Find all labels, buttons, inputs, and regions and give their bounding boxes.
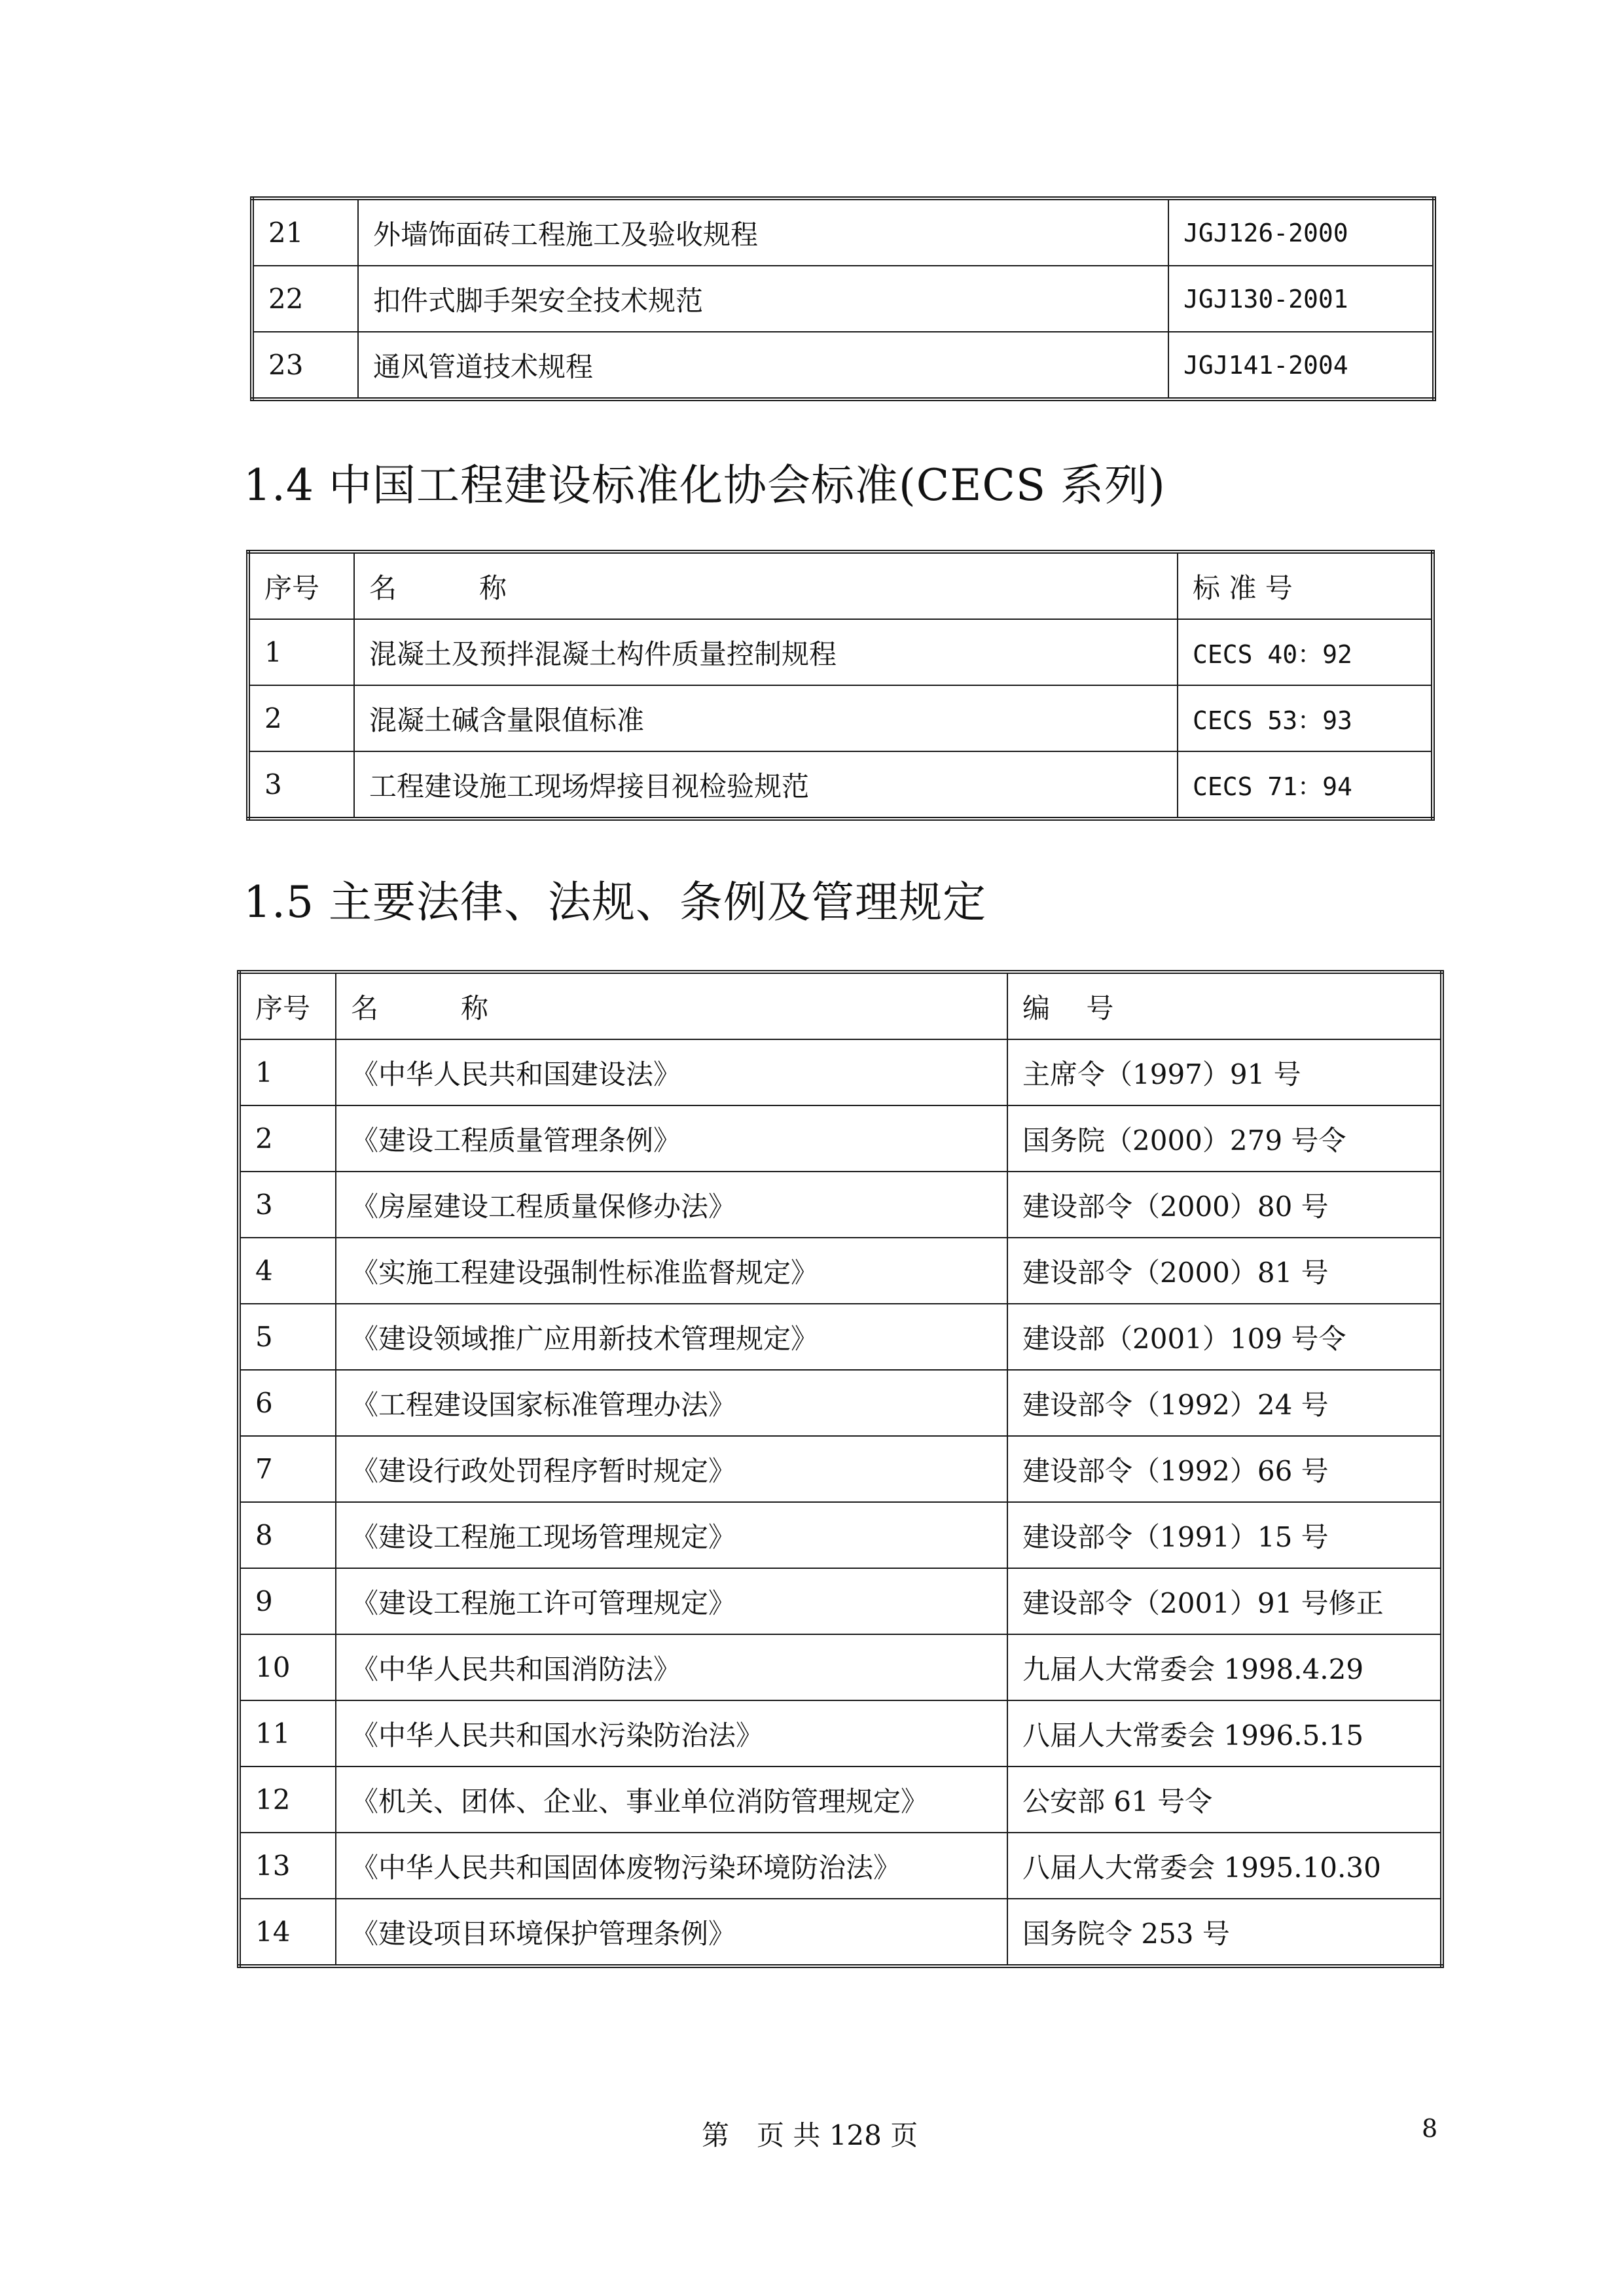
table-row bbox=[239, 1568, 1442, 1634]
standard-code: JGJ126-2000 bbox=[1168, 198, 1434, 266]
regulation-name: 《房屋建设工程质量保修办法》 bbox=[336, 1172, 1007, 1238]
section-heading-1-4: 1.4 中国工程建设标准化协会标准(CECS 系列) bbox=[244, 460, 1166, 511]
table-row bbox=[239, 1238, 1442, 1304]
row-number: 1 bbox=[239, 1039, 336, 1105]
laws-regulations-table bbox=[237, 970, 1444, 1968]
table-row bbox=[239, 1502, 1442, 1568]
standard-name: 工程建设施工现场焊接目视检验规范 bbox=[354, 751, 1178, 819]
row-number: 5 bbox=[239, 1304, 336, 1370]
row-number: 14 bbox=[239, 1899, 336, 1966]
standard-code: CECS 71：94 bbox=[1178, 751, 1433, 819]
row-number: 12 bbox=[239, 1767, 336, 1833]
row-number: 4 bbox=[239, 1238, 336, 1304]
regulation-code: 建设部令（1992）66 号 bbox=[1007, 1436, 1442, 1502]
regulation-code: 八届人大常委会 1995.10.30 bbox=[1007, 1833, 1442, 1899]
row-number: 13 bbox=[239, 1833, 336, 1899]
row-number: 22 bbox=[252, 266, 358, 332]
table-header-row bbox=[248, 552, 1433, 619]
regulation-code: 主席令（1997）91 号 bbox=[1007, 1039, 1442, 1105]
header-code: 标 准 号 bbox=[1178, 552, 1433, 619]
table-row bbox=[239, 1767, 1442, 1833]
row-number: 10 bbox=[239, 1634, 336, 1700]
standard-name: 通风管道技术规程 bbox=[358, 332, 1168, 399]
row-number: 8 bbox=[239, 1502, 336, 1568]
standard-code: JGJ130-2001 bbox=[1168, 266, 1434, 332]
standard-code: JGJ141-2004 bbox=[1168, 332, 1434, 399]
regulation-name: 《建设工程施工现场管理规定》 bbox=[336, 1502, 1007, 1568]
regulation-name: 《工程建设国家标准管理办法》 bbox=[336, 1370, 1007, 1436]
header-name: 名 称 bbox=[354, 552, 1178, 619]
table-row bbox=[248, 685, 1433, 751]
header-name: 名 称 bbox=[336, 972, 1007, 1039]
regulation-name: 《建设工程施工许可管理规定》 bbox=[336, 1568, 1007, 1634]
cecs-standards-table bbox=[246, 550, 1435, 821]
header-number: 序号 bbox=[248, 552, 354, 619]
row-number: 11 bbox=[239, 1700, 336, 1767]
standard-code: CECS 53：93 bbox=[1178, 685, 1433, 751]
regulation-code: 建设部令（1991）15 号 bbox=[1007, 1502, 1442, 1568]
row-number: 2 bbox=[248, 685, 354, 751]
page-number: 8 bbox=[1422, 2114, 1438, 2143]
header-number: 序号 bbox=[239, 972, 336, 1039]
regulation-name: 《中华人民共和国固体废物污染环境防治法》 bbox=[336, 1833, 1007, 1899]
regulation-name: 《建设项目环境保护管理条例》 bbox=[336, 1899, 1007, 1966]
regulation-code: 公安部 61 号令 bbox=[1007, 1767, 1442, 1833]
regulation-name: 《实施工程建设强制性标准监督规定》 bbox=[336, 1238, 1007, 1304]
table-row bbox=[248, 619, 1433, 685]
regulation-code: 建设部（2001）109 号令 bbox=[1007, 1304, 1442, 1370]
row-number: 1 bbox=[248, 619, 354, 685]
standard-code: CECS 40：92 bbox=[1178, 619, 1433, 685]
table-row bbox=[239, 1634, 1442, 1700]
table-row bbox=[252, 332, 1434, 399]
row-number: 6 bbox=[239, 1370, 336, 1436]
table-row bbox=[239, 1700, 1442, 1767]
row-number: 7 bbox=[239, 1436, 336, 1502]
section-heading-1-5: 1.5 主要法律、法规、条例及管理规定 bbox=[244, 877, 986, 927]
row-number: 3 bbox=[239, 1172, 336, 1238]
regulation-code: 建设部令（2000）80 号 bbox=[1007, 1172, 1442, 1238]
standard-name: 扣件式脚手架安全技术规范 bbox=[358, 266, 1168, 332]
regulation-name: 《建设工程质量管理条例》 bbox=[336, 1105, 1007, 1172]
regulation-code: 国务院令 253 号 bbox=[1007, 1899, 1442, 1966]
table-row bbox=[239, 1172, 1442, 1238]
regulation-name: 《建设行政处罚程序暂时规定》 bbox=[336, 1436, 1007, 1502]
table-row bbox=[252, 198, 1434, 266]
row-number: 21 bbox=[252, 198, 358, 266]
table-row bbox=[248, 751, 1433, 819]
table-row bbox=[239, 1370, 1442, 1436]
regulation-code: 八届人大常委会 1996.5.15 bbox=[1007, 1700, 1442, 1767]
standard-name: 混凝土及预拌混凝土构件质量控制规程 bbox=[354, 619, 1178, 685]
standards-table-continued bbox=[250, 196, 1436, 401]
table-row bbox=[239, 1899, 1442, 1966]
regulation-code: 九届人大常委会 1998.4.29 bbox=[1007, 1634, 1442, 1700]
table-row bbox=[239, 1105, 1442, 1172]
table-header-row bbox=[239, 972, 1442, 1039]
table-row bbox=[239, 1436, 1442, 1502]
regulation-name: 《机关、团体、企业、事业单位消防管理规定》 bbox=[336, 1767, 1007, 1833]
regulation-code: 建设部令（1992）24 号 bbox=[1007, 1370, 1442, 1436]
table-row bbox=[239, 1833, 1442, 1899]
regulation-name: 《中华人民共和国水污染防治法》 bbox=[336, 1700, 1007, 1767]
header-code: 编 号 bbox=[1007, 972, 1442, 1039]
row-number: 23 bbox=[252, 332, 358, 399]
page-footer-text: 第 页 共 128 页 bbox=[702, 2119, 918, 2151]
regulation-code: 国务院（2000）279 号令 bbox=[1007, 1105, 1442, 1172]
standard-name: 混凝土碱含量限值标准 bbox=[354, 685, 1178, 751]
regulation-code: 建设部令（2000）81 号 bbox=[1007, 1238, 1442, 1304]
table-row bbox=[252, 266, 1434, 332]
row-number: 2 bbox=[239, 1105, 336, 1172]
row-number: 9 bbox=[239, 1568, 336, 1634]
regulation-name: 《中华人民共和国建设法》 bbox=[336, 1039, 1007, 1105]
regulation-name: 《中华人民共和国消防法》 bbox=[336, 1634, 1007, 1700]
regulation-code: 建设部令（2001）91 号修正 bbox=[1007, 1568, 1442, 1634]
table-row bbox=[239, 1039, 1442, 1105]
standard-name: 外墙饰面砖工程施工及验收规程 bbox=[358, 198, 1168, 266]
regulation-name: 《建设领域推广应用新技术管理规定》 bbox=[336, 1304, 1007, 1370]
row-number: 3 bbox=[248, 751, 354, 819]
table-row bbox=[239, 1304, 1442, 1370]
